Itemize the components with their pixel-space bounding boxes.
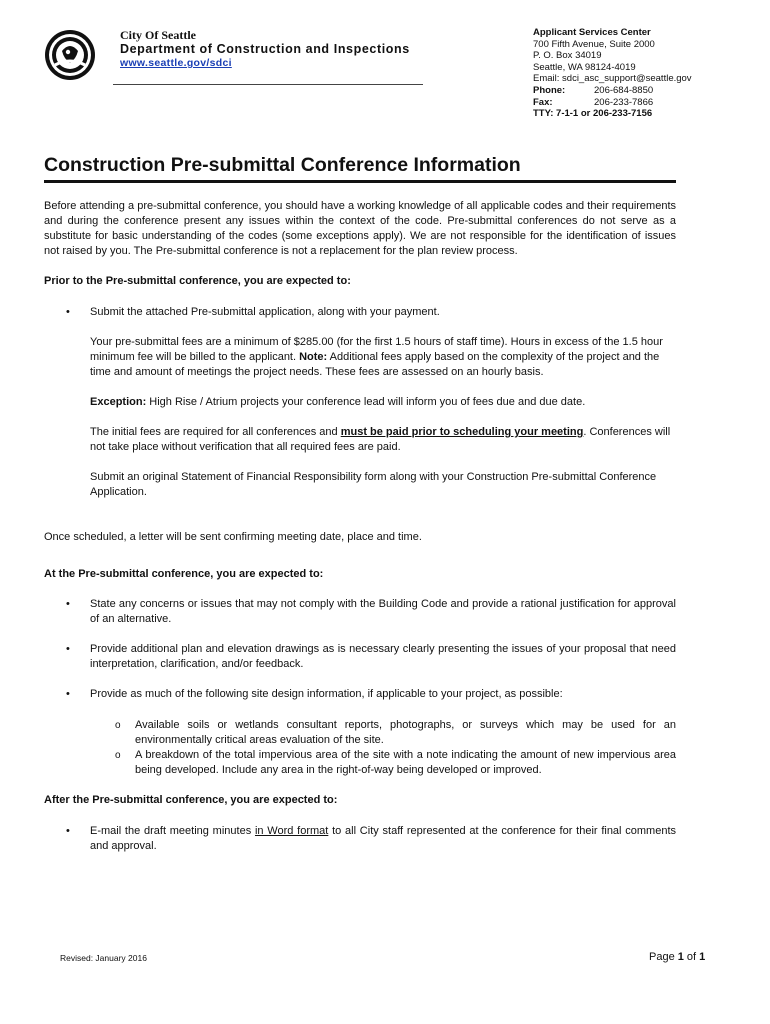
prior-bullet-payment <box>44 305 676 320</box>
once-scheduled-paragraph: Once scheduled, a letter will be sent confirming meeting date, place and time. <box>44 531 422 543</box>
site-info-impervious <box>90 748 676 778</box>
contact-email: Email: sdci_asc_support@seattle.gov <box>533 73 692 85</box>
at-bullet-site-info-text: Provide as much of the following site design information, if applicable to your project, as possible: <box>90 688 563 700</box>
word-format-link[interactable]: in Word format <box>254 825 329 837</box>
department-url-link[interactable]: www.seattle.gov/sdci <box>120 57 232 69</box>
after-bullet-minutes <box>44 824 676 854</box>
contact-address-2: P. O. Box 34019 <box>533 50 602 62</box>
contact-center: Applicant Services Center <box>533 27 651 38</box>
exception-paragraph <box>44 395 676 410</box>
contact-fax-row <box>533 97 733 109</box>
title-divider <box>44 180 676 183</box>
after-bullet-post: to all City staff represented at the conference for their final comments and approval. <box>90 825 676 852</box>
city-name: City Of Seattle <box>120 28 196 42</box>
at-heading: At the Pre-submittal conference, you are expected to: <box>44 568 324 580</box>
initial-fees-post: . Conferences will not take place without verification that all required fees are paid. <box>90 426 671 453</box>
at-bullet-concerns <box>44 597 676 627</box>
note-label: Note: <box>299 351 328 363</box>
contact-phone-row <box>533 85 733 97</box>
site-info-soils <box>90 718 676 748</box>
contact-tty: TTY: 7-1-1 or 206-233-7156 <box>533 108 653 120</box>
fees-paragraph <box>44 335 676 380</box>
after-list <box>44 824 676 854</box>
page-current: 1 <box>677 951 684 963</box>
page-number <box>649 951 705 963</box>
at-bullet-concerns-text: State any concerns or issues that may not comply with the Building Code and provide a rational justification for approval of an alternative. <box>90 598 676 625</box>
page-total: 1 <box>699 951 706 963</box>
phone-label: Phone: <box>533 84 566 96</box>
statement-paragraph: Submit an original Statement of Financial Responsibility form along with your Construction Pre-submittal Conference Application. <box>90 471 657 498</box>
contact-address-3: Seattle, WA 98124-4019 <box>533 61 636 73</box>
of-word: of <box>683 951 700 963</box>
initial-fees-emphasis: must be paid prior to scheduling your meeting <box>340 426 584 438</box>
document-body <box>44 199 676 854</box>
page-title: Construction Pre-submittal Conference Information <box>44 154 521 176</box>
at-bullet-drawings <box>44 642 676 672</box>
initial-fees-paragraph <box>44 425 676 455</box>
site-info-soils-text: Available soils or wetlands consultant reports, photographs, or surveys which may be used for an environmentally critical areas evaluation of the site. <box>135 719 676 746</box>
header-divider <box>113 84 423 85</box>
note-text: Additional fees apply based on the complexity of the project and the time and amount of meetings the project needs. These fees are assessed on an hourly basis. <box>90 351 660 378</box>
fax-label: Fax: <box>533 96 553 108</box>
city-seattle-logo-icon <box>44 29 96 81</box>
intro-paragraph: Before attending a pre-submittal conference, you should have a working knowledge of all applicable codes and their requirements and during the conference present any issues within the context of the code. Pre-submittal conferences do not serve as a substitute for basic understanding of the codes (some exceptions apply). We are not responsible for the identification of issues not raised by you. The Pre-submittal conference is not a replacement for the plan review process. <box>44 200 676 257</box>
contact-block <box>533 27 733 120</box>
prior-list <box>44 305 676 320</box>
after-bullet-pre: E-mail the draft meeting minutes <box>90 825 255 837</box>
exception-text: High Rise / Atrium projects your conference lead will inform you of fees due and due date. <box>146 396 586 408</box>
prior-bullet-payment-text: Submit the attached Pre-submittal application, along with your payment. <box>90 306 440 318</box>
site-info-sublist <box>90 718 676 778</box>
fees-text: Your pre-submittal fees are a minimum of $285.00 (for the first 1.5 hours of staff time). Hours in excess of the 1.5 hour minimum fee will be billed to the applicant. <box>90 336 663 363</box>
site-info-impervious-text: A breakdown of the total impervious area of the site with a note indicating the amount of new impervious area being developed. Include any area in the right-of-way being developed or improved. <box>135 749 676 776</box>
prior-heading: Prior to the Pre-submittal conference, you are expected to: <box>44 275 351 287</box>
initial-fees-pre: The initial fees are required for all conferences and <box>90 426 341 438</box>
page-word: Page <box>649 951 678 963</box>
at-bullet-drawings-text: Provide additional plan and elevation drawings as is necessary clearly presenting the issues of your proposal that need interpretation, clarification, and/or feedback. <box>90 643 676 670</box>
at-bullet-site-info <box>44 687 676 778</box>
after-heading: After the Pre-submittal conference, you are expected to: <box>44 794 338 806</box>
exception-label: Exception: <box>90 396 147 408</box>
fax-value: 206-233-7866 <box>594 96 654 108</box>
department-name: Department of Construction and Inspections <box>120 42 410 56</box>
at-list <box>44 597 676 778</box>
phone-value: 206-684-8850 <box>594 84 654 96</box>
revised-date: Revised: January 2016 <box>60 953 147 963</box>
contact-address-1: 700 Fifth Avenue, Suite 2000 <box>533 38 655 50</box>
